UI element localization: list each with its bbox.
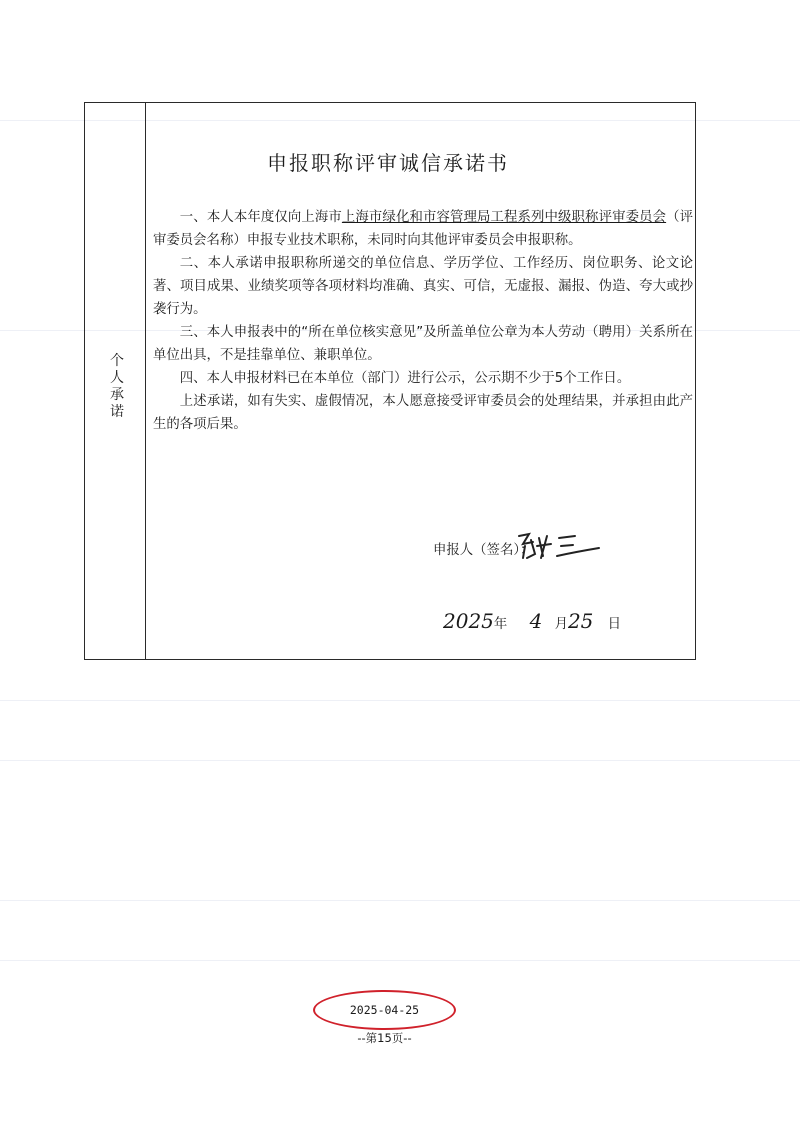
side-label: 个人承诺	[110, 353, 124, 420]
stamp-date: 2025-04-25	[349, 1003, 420, 1017]
page-number: --第15页--	[357, 1031, 412, 1045]
commitment-paragraphs	[153, 206, 693, 436]
month-handwritten: 4	[529, 609, 543, 633]
paragraph-1-intro: 一、本人本年度仅向上海市	[179, 210, 342, 225]
paragraph-3: 三、本人申报表中的“所在单位核实意见”及所盖单位公章为本人劳动（聘用）关系所在单位出具，不是挂靠单位、兼职单位。	[153, 325, 693, 363]
scan-line	[0, 900, 800, 901]
month-label: 月	[554, 617, 568, 632]
paragraph-5: 上述承诺，如有失实、虚假情况，本人愿意接受评审委员会的处理结果，并承担由此产生的各项后果。	[153, 394, 693, 432]
commitment-form	[84, 102, 696, 660]
document-title: 申报职称评审诚信承诺书	[267, 151, 509, 175]
day-label: 日	[607, 617, 622, 632]
date-row	[443, 609, 621, 639]
day-handwritten: 25	[567, 609, 594, 633]
paragraph-2: 二、本人承诺申报职称所递交的单位信息、学历学位、工作经历、岗位职务、论文论著、项目成果、业绩奖项等各项材料均准确、真实、可信，无虚报、漏报、伪造、夸大或抄袭行为。	[153, 256, 693, 317]
year-handwritten: 2025	[443, 609, 494, 633]
paragraph-4: 四、本人申报材料已在本单位（部门）进行公示，公示期不少于5个工作日。	[179, 371, 631, 386]
signature-label: 申报人（签名）：	[433, 543, 534, 558]
scan-line	[0, 960, 800, 961]
paragraph-1-rest: （评审委员会名称）申报专业技术职称，未同时向其他评审委员会申报职称。	[153, 210, 694, 248]
handwritten-signature	[513, 528, 603, 566]
committee-name-fill: 上海市绿化和市容管理局工程系列中级职称评审委员会	[341, 210, 667, 225]
scan-line	[0, 700, 800, 701]
year-label: 年	[493, 617, 508, 632]
side-column	[85, 103, 146, 659]
scan-line	[0, 760, 800, 761]
paragraph-1	[153, 206, 693, 252]
